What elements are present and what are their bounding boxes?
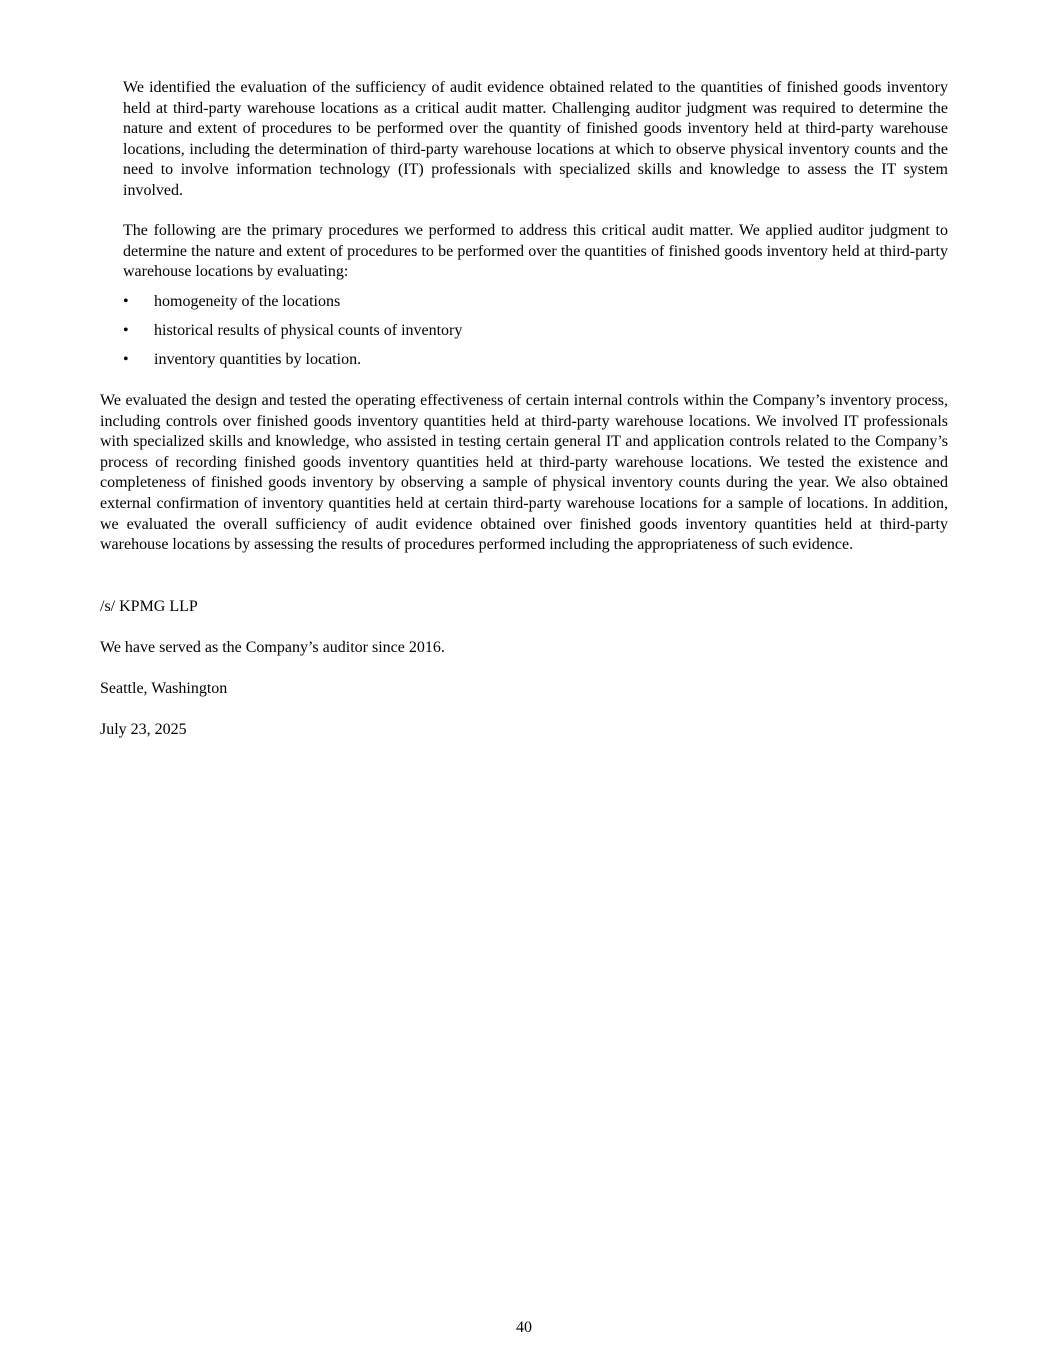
bullet-text: homogeneity of the locations [154, 293, 341, 310]
bullet-text: inventory quantities by location. [154, 351, 362, 368]
cam-paragraph-2: The following are the primary procedures we performed to address this critical audit matter. We applied auditor judgment to determine the nature and extent of procedures to be performed over the quantities of finished goods inventory held at third-party warehouse locations by evaluating: [123, 222, 948, 281]
bullet-marker: • [123, 351, 129, 368]
report-date: July 23, 2025 [100, 721, 187, 738]
auditor-since-statement: We have served as the Company’s auditor since 2016. [100, 639, 445, 656]
bullet-marker: • [123, 293, 129, 310]
bullet-item [123, 350, 948, 371]
bullet-item [123, 321, 948, 342]
cam-paragraph-1: We identified the evaluation of the sufficiency of audit evidence obtained related to the quantities of finished goods inventory held at third-party warehouse locations as a critical audit matter. Challenging auditor judgment was required to determine the nature and extent of procedures to be performed over the quantity of finished goods inventory held at third-party warehouse locations, including the determination of third-party warehouse locations at which to observe physical inventory counts and the need to involve information technology (IT) professionals with specialized skills and knowledge to assess the IT system involved. [123, 79, 948, 199]
signature: /s/ KPMG LLP [100, 598, 198, 615]
bullet-text: historical results of physical counts of inventory [154, 322, 463, 339]
bullet-marker: • [123, 322, 129, 339]
page-number: 40 [516, 1319, 532, 1336]
procedures-paragraph: We evaluated the design and tested the operating effectiveness of certain internal controls within the Company’s inventory process, including controls over finished goods inventory quantities held at third-party warehouse locations. We involved IT professionals with specialized skills and knowledge, who assisted in testing certain general IT and application controls related to the Company’s process of recording finished goods inventory quantities held at third-party warehouse locations. We tested the existence and completeness of finished goods inventory by observing a sample of physical inventory counts during the year. We also obtained external confirmation of inventory quantities held at certain third-party warehouse locations for a sample of locations. In addition, we evaluated the overall sufficiency of audit evidence obtained over finished goods inventory quantities held at third-party warehouse locations by assessing the results of procedures performed including the appropriateness of such evidence. [100, 392, 948, 554]
report-location: Seattle, Washington [100, 680, 228, 697]
bullet-item [123, 292, 948, 313]
